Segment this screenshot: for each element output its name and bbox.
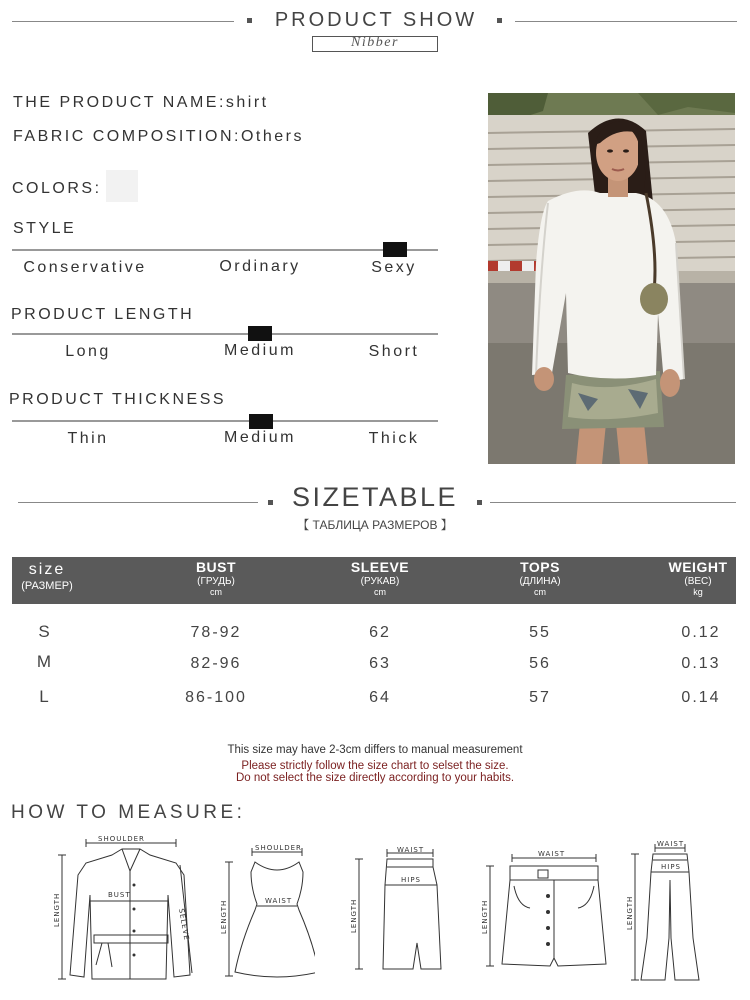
length-scale-line bbox=[12, 333, 438, 335]
fabric-value: Others bbox=[240, 128, 304, 145]
header-sleeve-unit: cm bbox=[374, 587, 386, 597]
style-title: STYLE bbox=[13, 220, 77, 237]
dress-waist-label: WAIST bbox=[265, 897, 293, 905]
size-warning-1: Please strictly follow the size chart to selset the size. bbox=[241, 760, 509, 772]
header-weight-sub: (ВЕС) bbox=[684, 576, 712, 587]
header-size-sub: (РАЗМЕР) bbox=[21, 580, 73, 592]
skirt-hips-label: HIPS bbox=[401, 876, 421, 884]
table-row-l-size: L bbox=[39, 687, 51, 706]
header-weight bbox=[652, 559, 744, 597]
header-tops bbox=[492, 559, 588, 597]
table-row-m-tops: 56 bbox=[529, 655, 551, 672]
sizetable-dot-left bbox=[268, 500, 273, 505]
color-swatch bbox=[106, 170, 138, 202]
table-row-s-tops: 55 bbox=[529, 624, 551, 641]
thickness-option-thin: Thin bbox=[67, 430, 109, 447]
table-row-l-bust: 86-100 bbox=[185, 689, 247, 706]
size-warning-2: Do not select the size directly according to your habits. bbox=[235, 772, 515, 784]
header-bust bbox=[168, 559, 264, 597]
skirt-length-label: LENGTH bbox=[350, 898, 358, 933]
table-row-s-bust: 78-92 bbox=[190, 624, 242, 641]
brand-name: Nibber bbox=[351, 35, 399, 50]
header-size bbox=[12, 561, 82, 592]
product-name-value: shirt bbox=[225, 94, 269, 111]
table-row-l-weight: 0.14 bbox=[681, 689, 721, 706]
table-row-m-size: M bbox=[36, 652, 54, 671]
jacket-shoulder-label: SHOULDER bbox=[98, 835, 145, 843]
jacket-length-label: LENGTH bbox=[53, 892, 61, 927]
header-weight-unit: kg bbox=[693, 587, 703, 597]
sizetable-rule-left bbox=[18, 502, 258, 503]
size-table-header bbox=[12, 557, 736, 604]
table-row-l-sleeve: 64 bbox=[369, 689, 391, 706]
thickness-option-thick: Thick bbox=[368, 430, 420, 447]
style-option-ordinary: Ordinary bbox=[219, 258, 301, 275]
shorts-length-label: LENGTH bbox=[481, 899, 489, 934]
header-rule-right bbox=[515, 21, 737, 22]
style-scale-line bbox=[12, 249, 438, 251]
thickness-option-medium: Medium bbox=[224, 429, 296, 446]
product-name-label: THE PRODUCT NAME: bbox=[13, 94, 226, 111]
header-weight-label: WEIGHT bbox=[668, 559, 728, 575]
measurement-note: This size may have 2-3cm differs to manual measurement bbox=[227, 744, 523, 756]
table-row-s-weight: 0.12 bbox=[681, 624, 721, 641]
header-bust-label: BUST bbox=[195, 559, 237, 575]
length-option-long: Long bbox=[65, 343, 111, 360]
sizetable-dot-right bbox=[477, 500, 482, 505]
model-photo bbox=[488, 93, 735, 464]
table-row-l-tops: 57 bbox=[529, 689, 551, 706]
pants-diagram bbox=[625, 838, 705, 988]
table-row-m-weight: 0.13 bbox=[681, 655, 721, 672]
style-option-conservative: Conservative bbox=[23, 259, 147, 276]
sizetable-subtitle: 【 ТАБЛИЦА РАЗМЕРОВ 】 bbox=[297, 518, 453, 532]
header-sleeve-sub: (РУКАВ) bbox=[360, 576, 400, 587]
header-rule-left bbox=[12, 21, 234, 22]
style-marker bbox=[383, 242, 407, 257]
length-option-medium: Medium bbox=[224, 342, 296, 359]
header-bust-unit: cm bbox=[210, 587, 222, 597]
skirt-waist-label: WAIST bbox=[397, 846, 425, 854]
table-row-s-size: S bbox=[38, 622, 52, 641]
fabric-label: FABRIC COMPOSITION: bbox=[13, 128, 241, 145]
jacket-bust-label: BUST bbox=[108, 891, 131, 899]
header-tops-unit: cm bbox=[534, 587, 546, 597]
length-option-short: Short bbox=[368, 343, 420, 360]
thickness-marker bbox=[249, 414, 273, 429]
pants-hips-label: HIPS bbox=[661, 863, 681, 871]
header-bust-sub: (ГРУДЬ) bbox=[197, 576, 235, 587]
shorts-diagram bbox=[478, 846, 613, 976]
length-marker bbox=[248, 326, 272, 341]
table-row-s-sleeve: 62 bbox=[369, 624, 391, 641]
header-dot-left bbox=[247, 18, 252, 23]
fabric-composition bbox=[13, 128, 304, 146]
header-dot-right bbox=[497, 18, 502, 23]
shorts-waist-label: WAIST bbox=[538, 850, 566, 858]
table-row-m-bust: 82-96 bbox=[190, 655, 242, 672]
dress-length-label: LENGTH bbox=[220, 899, 228, 934]
length-title: PRODUCT LENGTH bbox=[11, 306, 195, 323]
sizetable-title: SIZETABLE bbox=[291, 482, 459, 512]
skirt-diagram bbox=[345, 845, 445, 980]
dress-diagram bbox=[215, 842, 315, 982]
colors-label: COLORS: bbox=[12, 180, 102, 197]
style-option-sexy: Sexy bbox=[371, 259, 417, 276]
pants-length-label: LENGTH bbox=[626, 895, 634, 930]
header-size-label: size bbox=[28, 561, 66, 578]
product-name bbox=[13, 94, 269, 112]
page-title: PRODUCT SHOW bbox=[274, 9, 478, 31]
header-sleeve-label: SLEEVE bbox=[350, 559, 410, 575]
jacket-sleeve-label: SELEVE bbox=[177, 907, 191, 942]
header-tops-label: TOPS bbox=[520, 559, 560, 575]
how-to-measure-title: HOW TO MEASURE: bbox=[11, 802, 246, 823]
thickness-title: PRODUCT THICKNESS bbox=[9, 391, 227, 408]
header-sleeve bbox=[332, 559, 428, 597]
thickness-scale-line bbox=[12, 420, 438, 422]
pants-waist-label: WAIST bbox=[657, 840, 685, 848]
jacket-diagram bbox=[50, 835, 202, 985]
dress-shoulder-label: SHOULDER bbox=[255, 844, 302, 852]
table-row-m-sleeve: 63 bbox=[369, 655, 391, 672]
header-tops-sub: (ДЛИНА) bbox=[519, 576, 561, 587]
sizetable-rule-right bbox=[490, 502, 736, 503]
